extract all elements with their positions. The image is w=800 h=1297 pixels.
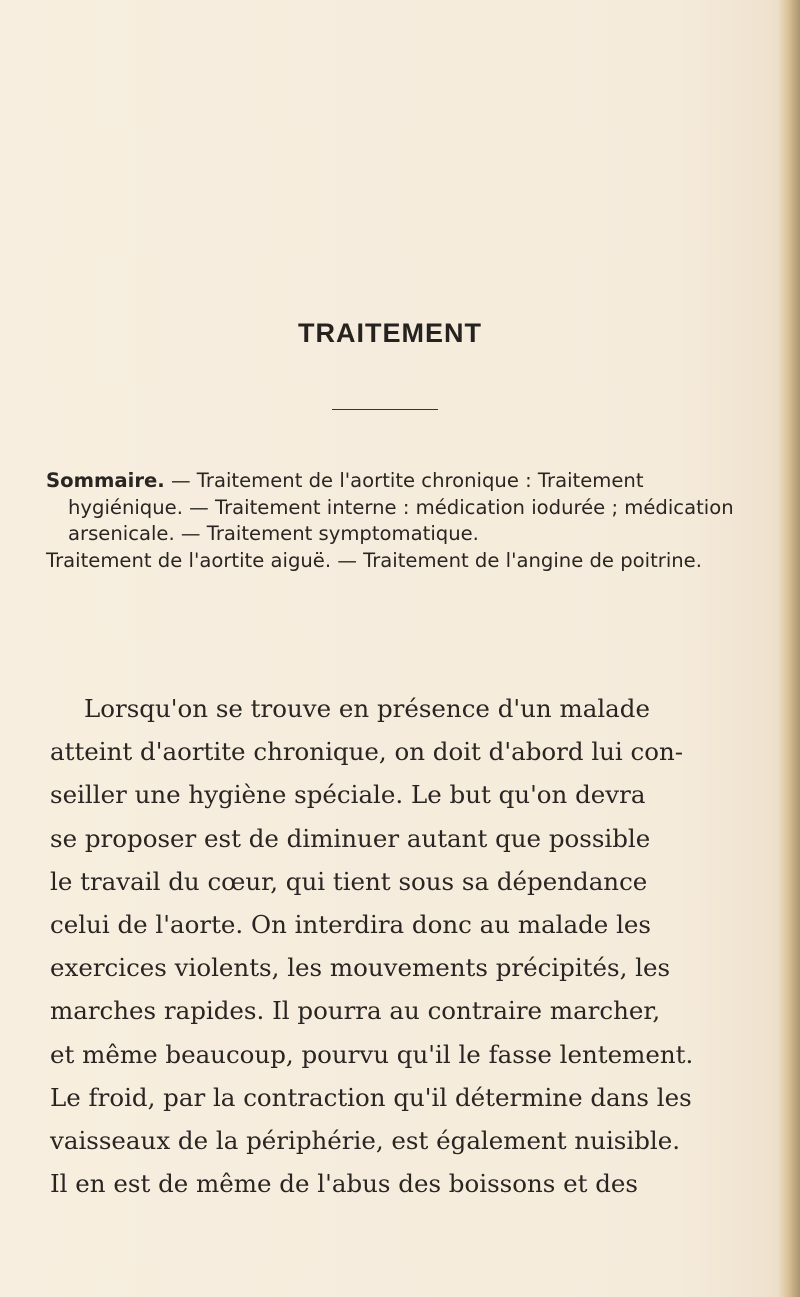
body-line: Le froid, par la contraction qu'il détermine dans les	[50, 1082, 692, 1112]
body-line: se proposer est de diminuer autant que possible	[50, 823, 651, 853]
body-line: le travail du cœur, qui tient sous sa dépendance	[50, 866, 648, 896]
body-line: marches rapides. Il pourra au contraire marcher,	[50, 996, 661, 1026]
body-line: et même beaucoup, pourvu qu'il le fasse lentement.	[50, 1039, 694, 1069]
summary-paragraph-1	[46, 468, 746, 548]
body-line: seiller une hygiène spéciale. Le but qu'on devra	[50, 780, 646, 810]
summary-paragraph-2: Traitement de l'aortite aiguë. — Traitement de l'angine de poitrine.	[46, 548, 702, 572]
title-divider	[332, 409, 438, 410]
page-title: TRAITEMENT	[298, 318, 482, 348]
body-line: vaisseaux de la périphérie, est également nuisible.	[50, 1126, 681, 1156]
body-line: celui de l'aorte. On interdira donc au malade les	[50, 910, 651, 940]
summary-text-1: — Traitement de l'aortite chronique : Traitement hygiénique. — Traitement interne : médication iodurée ; médication arsenicale. — Traitement symptomatique.	[68, 469, 734, 546]
body-line: exercices violents, les mouvements précipités, les	[50, 953, 671, 983]
page-edge	[778, 0, 800, 1297]
summary-block	[46, 468, 746, 574]
body-line: Lorsqu'on se trouve en présence d'un malade	[84, 694, 650, 723]
summary-label: Sommaire.	[46, 469, 165, 492]
body-line: atteint d'aortite chronique, on doit d'abord lui con-	[50, 737, 684, 767]
body-line: Il en est de même de l'abus des boissons et des	[50, 1169, 638, 1199]
body-paragraph	[50, 687, 730, 1205]
